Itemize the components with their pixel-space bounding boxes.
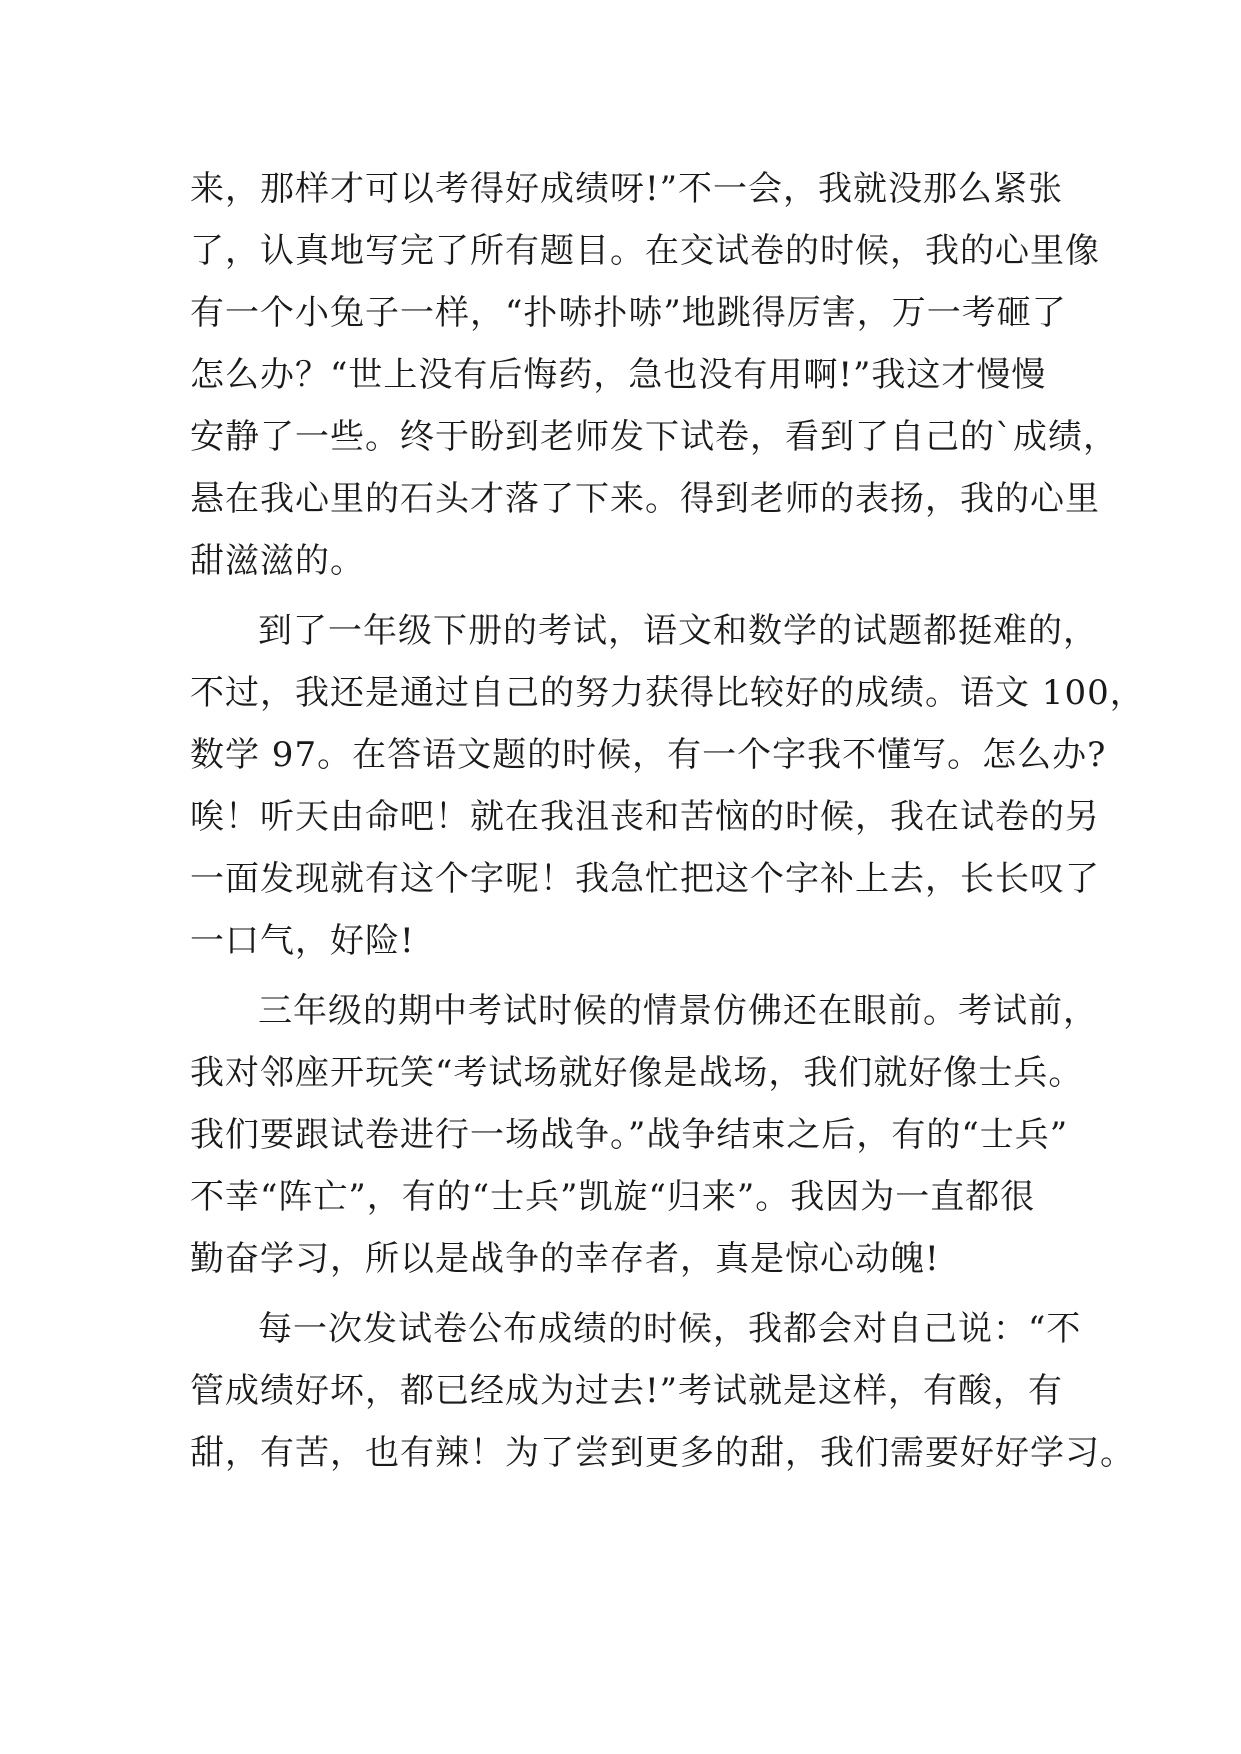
paragraph-spacer: [190, 592, 1070, 600]
paragraph: [190, 158, 1118, 592]
text-line: 悬在我心里的石头才落了下来。得到老师的表扬，我的心里: [190, 479, 1100, 519]
paragraph: [190, 1298, 1135, 1484]
text-line: 数学 97。在答语文题的时候，有一个字我不懂写。怎么办?: [190, 735, 1107, 775]
text-line: 我对邻座开玩笑“考试场就好像是战场，我们就好像士兵。: [190, 1053, 1084, 1093]
text-line: 到了一年级下册的考试，语文和数学的试题都挺难的，: [258, 611, 1098, 651]
text-line: 三年级的期中考试时候的情景仿佛还在眼前。考试前，: [258, 991, 1098, 1031]
text-line: 不幸“阵亡”，有的“士兵”凯旋“归来”。我因为一直都很: [190, 1177, 1036, 1217]
text-line: 勤奋学习，所以是战争的幸存者，真是惊心动魄!: [190, 1239, 940, 1279]
text-line: 了，认真地写完了所有题目。在交试卷的时候，我的心里像: [190, 231, 1100, 271]
text-line: 我们要跟试卷进行一场战争。”战争结束之后，有的“士兵”: [190, 1115, 1069, 1155]
text-line: 一口气，好险!: [190, 921, 415, 961]
essay-body: [190, 158, 1145, 1484]
text-line: 每一次发试卷公布成绩的时候，我都会对自己说：“不: [258, 1309, 1082, 1349]
text-line: 不过，我还是通过自己的努力获得比较好的成绩。语文 100，: [190, 673, 1145, 713]
paragraph-spacer: [190, 972, 1070, 980]
text-line: 来，那样才可以考得好成绩呀!”不一会，我就没那么紧张: [190, 169, 1064, 209]
text-line: 怎么办？“世上没有后悔药，急也没有用啊!”我这才慢慢: [190, 355, 1047, 395]
text-line: 管成绩好坏，都已经成为过去!”考试就是这样，有酸，有: [190, 1371, 1064, 1411]
paragraph-spacer: [190, 1290, 1070, 1298]
text-line: 甜滋滋的。: [190, 541, 365, 581]
paragraph: [190, 980, 1098, 1290]
text-line: 安静了一些。终于盼到老师发下试卷，看到了自己的`成绩，: [190, 417, 1118, 457]
paragraph: [190, 600, 1145, 972]
text-line: 唉！听天由命吧！就在我沮丧和苦恼的时候，我在试卷的另: [190, 797, 1100, 837]
text-line: 有一个小兔子一样，“扑哧扑哧”地跳得厉害，万一考砸了: [190, 293, 1067, 333]
text-line: 甜，有苦，也有辣！为了尝到更多的甜，我们需要好好学习。: [190, 1433, 1135, 1473]
text-line: 一面发现就有这个字呢！我急忙把这个字补上去，长长叹了: [190, 859, 1100, 899]
